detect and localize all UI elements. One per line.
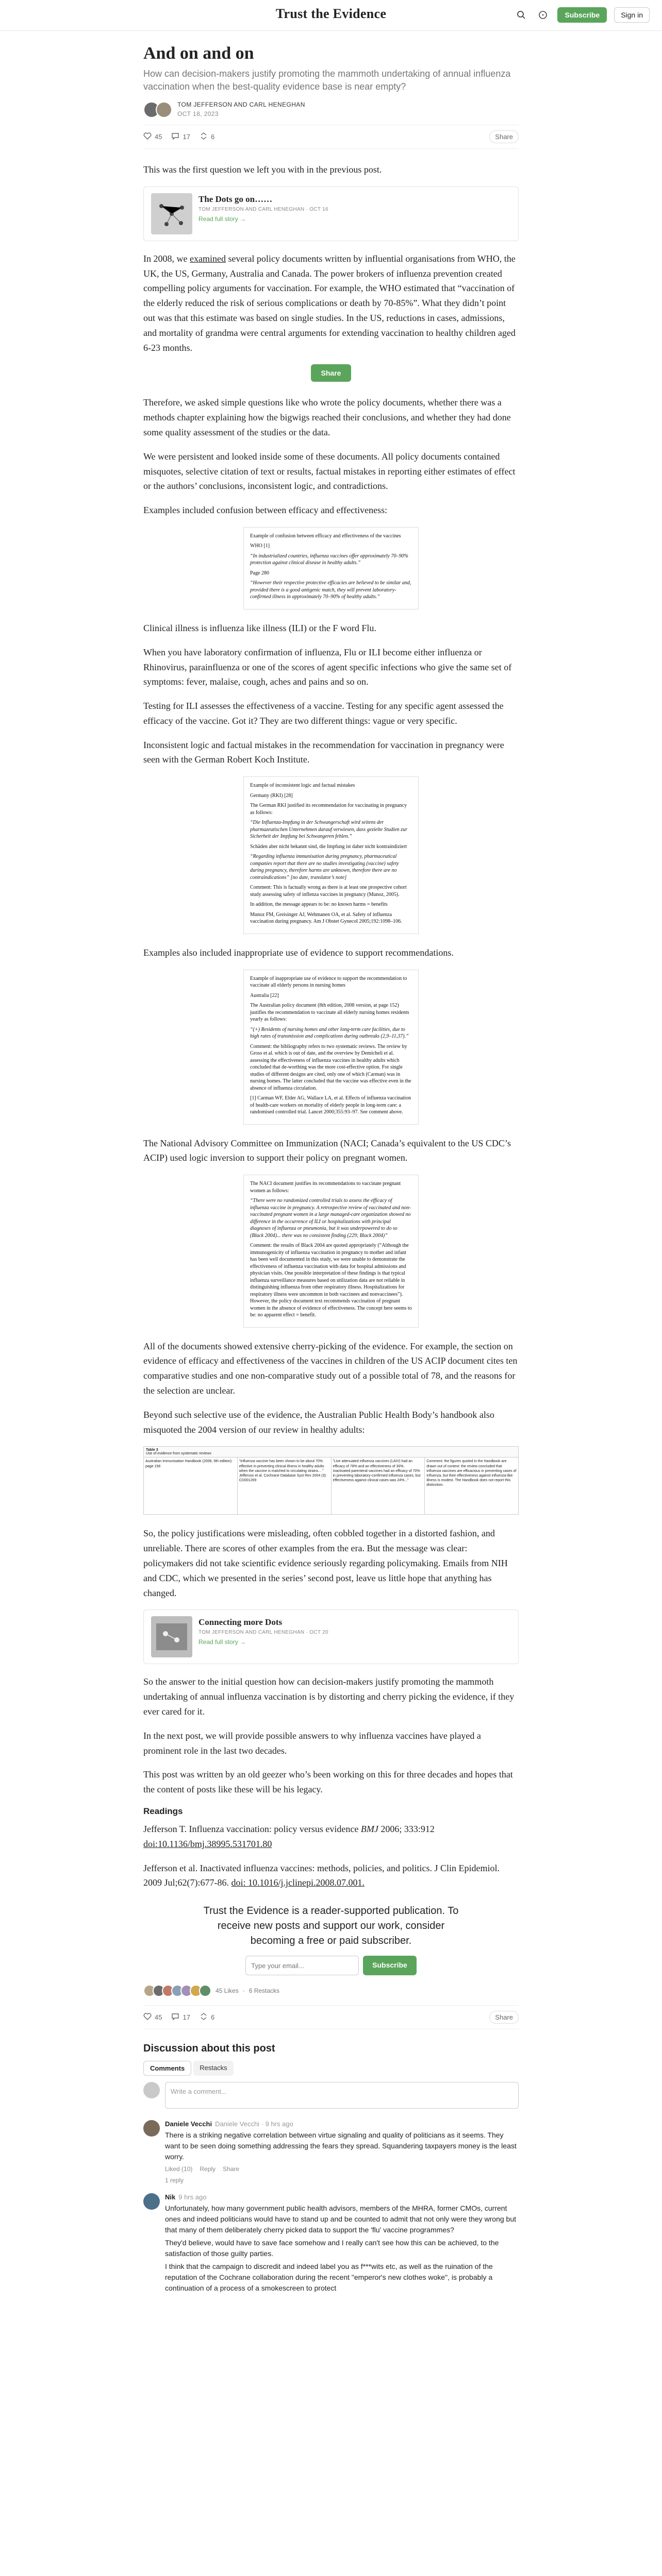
paragraph: Examples included confusion between efficacy and effectiveness:	[143, 505, 388, 516]
document-excerpt-efficacy: Example of confusion between efficacy and effectiveness of the vaccines WHO [1] “In industrialized countries, influenza vaccines offer approximately 70–90% protection against clinical disease in healthy adults.” Page 280 “However their respective protective efficacies are believed to be similar and, provided there is a good antigenic match, they will prevent laboratory-confirmed illness in approximately 70–90% of healthy adults.”	[243, 527, 419, 609]
likers-row	[143, 1985, 519, 1997]
post-date: OCT 18, 2023	[177, 110, 219, 117]
search-icon[interactable]	[514, 8, 528, 22]
share-button[interactable]: Share	[489, 130, 519, 143]
restacks-count-text[interactable]: 6 Restacks	[249, 1987, 280, 1995]
comment-body: They'd believe, would have to save face somehow and I really can't see how this can be achieved, to the satisfaction of those guilty parties.	[165, 2239, 499, 2258]
like-count: 45	[155, 132, 162, 141]
embed-meta: TOM JEFFERSON AND CARL HENEGHAN · OCT 20	[198, 1630, 328, 1636]
post-footer-action-bar	[143, 2005, 519, 2029]
paragraph: In the next post, we will provide possible answers to why influenza vaccines have played a prominent role in the last two decades.	[143, 1730, 481, 1756]
reference: Jefferson et al. Inactivated influenza vaccines: methods, policies, and politics. J Clin Epidemiol. 2009 Jul;62(7):677-86. doi: 10.1016/j.jclinepi.2008.07.001.	[143, 1862, 500, 1888]
paragraph: When you have laboratory confirmation of influenza, Flu or ILI become either influenza or Rhinovirus, parainfluenza or one of the scores of agent specific infections who give the same set of symptoms: fever, malaise, cough, aches and pains and so on.	[143, 647, 512, 687]
comment-input[interactable]: Write a comment...	[165, 2082, 519, 2109]
view-replies-link[interactable]: 1 reply	[165, 2177, 184, 2184]
readings-heading: Readings	[143, 1806, 183, 1817]
comment-count: 17	[183, 2013, 190, 2022]
comment-body: I think that the campaign to discredit and indeed label you as f***wits etc, as well as the ruination of the reputation of the Cochrane collaboration during the recent "emperor's new clothes woke", is probably a continuation of a process of a smokescreen to protect	[165, 2262, 493, 2293]
like-count: 45	[155, 2013, 162, 2022]
restack-count: 6	[210, 2013, 215, 2022]
restack-icon	[200, 2012, 208, 2022]
table-cell: “Influenza vaccine has been shown to be about 70% effective in preventing clinical illness in healthy adults when the vaccine is matched to circulating strains... ” Jefferson et al. Cochrane Database Syst Rev 2004 (3): CD001269	[238, 1458, 332, 1514]
tab-comments[interactable]: Comments	[143, 2061, 191, 2076]
tab-restacks[interactable]: Restacks	[193, 2061, 233, 2076]
read-full-story-link[interactable]: Read full story →	[198, 1638, 246, 1646]
discussion-heading: Discussion about this post	[143, 2043, 275, 2055]
menu-dots-icon[interactable]	[536, 8, 550, 22]
table-title: Table 3 Use of evidence from systematic reviews	[144, 1447, 518, 1458]
like-button[interactable]	[143, 132, 162, 142]
post-title: And on and on	[143, 44, 254, 63]
comment-body: There is a striking negative correlation between virtue signaling and quality of politicians as it seems. They want to be seen doing something addressing the fears they spread. Squandering taxpayers money is the least worry.	[165, 2131, 517, 2161]
document-excerpt-australia: Example of inappropriate use of evidence to support the recommendation to vaccinate all elderly persons in nursing homes Australia [22] The Australian policy document (8th edition, 2008 version, at page 152) justifies the recommendation to vaccinate all elderly nursing homes residents yearly as follows: “(+) Residents of nursing homes and other long-term care facilities, due to high rates of transmission and complications during outbreaks (2,9–11,37).” Comment: the bibliography refers to two systematic reviews. The review by Gross et al. which is out of date, and the overview by Demicheli et al. assessing the effectiveness of influenza vaccines in healthy adults which concluded that de-worthing was the more cost-effective option. For single studies of different designs are cited, only one of which (Carman) was in nursing homes. The latter concluded that the vaccine was effective even in the absence of influenza circulation. [1] Carman WF, Elder AG, Wallace LA, et al. Effects of influenza vaccination of health-care workers on mortality of elderly people in long-term care: a randomised controlled trial. Lancet 2000;355:93–97. See comment above.	[243, 970, 419, 1125]
comment-author[interactable]: Nik	[165, 2193, 176, 2201]
post-action-bar	[143, 125, 519, 149]
embedded-post-card[interactable]	[143, 1609, 519, 1664]
subscribe-button[interactable]: Subscribe	[557, 7, 607, 23]
document-excerpt-rki: Example of inconsistent logic and factual mistakes Germany (RKI) [28] The German RKI justified its recommendation for vaccinating in pregnancy as follows: “Die Influenza-Impfung in der Schwangerschaft wird seitens der pharmazeutischen Unternehmen darauf verwiesen, dass gezielte Studien zur Sicherheit der Impfung bei Schwangeren fehlen.” Schäden aber nicht bekannt sind, die Impfung ist daher nicht kontraindiziert “Regarding influenza immunisation during pregnancy, pharmaceutical companies report that there are no studies investigating (vaccine) safety during pregnancy, therefore harms are unknown, therefore there are no contraindications” [no date, translator’s note] Comment: This is factually wrong as there is at least one prospective cohort study assessing safety of inflenza vaccines in pregnancy (Munoz, 2005). In addition, the message appears to be: no known harms = benefits Munoz FM, Greisinger AJ, Wehmanen OA, et al. Safety of influenza vaccination during pregnancy. Am J Obstet Gynecol 2005;192:1098–106.	[243, 776, 419, 934]
comment-count: 17	[183, 132, 190, 141]
reference: Jefferson T. Influenza vaccination: policy versus evidence BMJ 2006; 333:912 doi:10.1136/bmj.38995.531701.80	[143, 1824, 435, 1849]
avatar[interactable]	[156, 101, 172, 118]
table-cell: Australian Immunisation Handbook (2008, 9th edition): page 158	[144, 1458, 238, 1514]
new-comment	[143, 2082, 519, 2109]
post-authors[interactable]: TOM JEFFERSON AND CARL HENEGHAN	[177, 101, 305, 109]
heart-icon	[143, 132, 152, 142]
embed-title[interactable]: The Dots go on……	[198, 194, 273, 204]
post-subtitle: How can decision-makers justify promoting the mammoth undertaking of annual influenza vaccination when the best-quality evidence base is near empty?	[143, 68, 511, 92]
subscribe-submit-button[interactable]: Subscribe	[363, 1956, 417, 1975]
dot-separator: ·	[242, 1987, 245, 1995]
paragraph: We were persistent and looked inside some of these documents. All policy documents contained misquotes, selective citation of text or results, factual mistakes in reporting either estimates of effect or the authors’ conclusions, inconsistent logic, and contradictions.	[143, 451, 516, 492]
embed-thumbnail	[151, 1616, 192, 1657]
avatar[interactable]	[199, 1985, 211, 1997]
table-cell: “Live attenuated influenza vaccines (LAIV) had an efficacy of 78% and an effectiveness of 30%. Inactivated parenteral vaccines had an efficacy of 70% in preventing laboratory-confirmed influenza cases, but effectiveness against clinical cases was 24%...”	[332, 1458, 425, 1514]
comment-share-button[interactable]: Share	[223, 2165, 240, 2173]
avatar	[143, 2082, 160, 2098]
post-container	[143, 43, 519, 2294]
restack-count: 6	[210, 132, 215, 141]
comment-time: 9 hrs ago	[178, 2193, 207, 2201]
subscribe-widget	[143, 1904, 519, 1975]
header-actions	[514, 7, 650, 23]
liker-avatars[interactable]	[143, 1985, 211, 1997]
comment-author[interactable]: Daniele Vecchi	[165, 2120, 212, 2128]
restack-button[interactable]	[200, 132, 214, 142]
comment-button[interactable]	[171, 2012, 190, 2022]
restack-icon	[200, 132, 208, 142]
email-input[interactable]	[245, 1956, 359, 1975]
paragraph: This post was written by an old geezer who’s been working on this for three decades and hopes that the content of posts like these will be his legacy.	[143, 1769, 513, 1795]
comment	[143, 2193, 519, 2294]
paragraph: So, the policy justifications were misleading, often cobbled together in a distorted fashion, and unreliable. There are scores of other examples from the era. But the message was clear: policymakers did not take scientific evidence seriously regarding policymaking. Emails from NIH and CDC, which we presented in the series’ second post, leave us little hope that anything has changed.	[143, 1528, 508, 1598]
doi-link[interactable]: doi: 10.1016/j.jclinepi.2008.07.001.	[231, 1877, 365, 1888]
embed-title[interactable]: Connecting more Dots	[198, 1617, 283, 1628]
paragraph: Clinical illness is influenza like illness (ILI) or the F word Flu.	[143, 622, 376, 633]
share-button[interactable]: Share	[489, 2011, 519, 2024]
byline	[143, 100, 519, 118]
evidence-table	[143, 1446, 519, 1515]
paragraph: Testing for ILI assesses the effectiveness of a vaccine. Testing for any specific agent assessed the efficacy of the vaccine. Got it? They are two different things: vague or very specific.	[143, 701, 504, 726]
comment-time: Daniele Vecchi · 9 hrs ago	[215, 2120, 293, 2128]
paragraph: In 2008, we examined several policy documents written by influential organisations from WHO, the UK, the US, Germany, Australia and Canada. The power brokers of influenza prevention created compelling policy arguments for vaccination. For example, the WHO estimated that “vaccination of the elderly reduced the risk of serious complications or death by 70-85%”. What they didn’t point out was that this estimate was based on single studies. In the US, reductions in cases, admissions, and mortality of grandma were central arguments for extending vaccination to healthy children aged 6-23 months.	[143, 253, 516, 353]
author-avatars[interactable]	[143, 101, 172, 118]
examined-link[interactable]: examined	[189, 253, 226, 264]
paragraph: Inconsistent logic and factual mistakes in the recommendation for vaccination in pregnancy were seen with the German Robert Koch Institute.	[143, 739, 504, 765]
comment-icon	[171, 132, 179, 142]
share-button-inline[interactable]: Share	[311, 364, 352, 382]
like-button[interactable]	[143, 2012, 162, 2022]
paragraph: So the answer to the initial question how can decision-makers justify promoting the mammoth undertaking of annual influenza vaccination is by distorting and cherry picking the evidence, if they ever cared for it.	[143, 1676, 515, 1717]
paragraph: Therefore, we asked simple questions like who wrote the policy documents, whether there was a methods chapter explaining how the bigwigs reached their conclusions, and whether they had done some quality assessment of the studies or the data.	[143, 397, 511, 437]
comment-reply-button[interactable]: Reply	[200, 2165, 216, 2173]
document-excerpt-naci: The NACI document justifies its recommendations to vaccinate pregnant women as follows: “There were no randomized controlled trials to assess the efficacy of influenza vaccine in pregnancy. A retrospective review of vaccinated and non-vaccinated pregnant women in a large managed-care organization showed no difference in the occurrence of ILI or hospitalizations with principal diagnoses of influenza or pneumonia, but it was underpowered to do so (Black 2004)... there was no consistent finding (229; Black 2004)” Comment: the results of Black 2004 are quoted appropriately (“Although the immunogenicity of influenza vaccination in pregnancy to mother and infant has been well documented in this study, we were unable to demonstrate the effectiveness of influenza vaccination with data for hospital admissions and physician visits. One possible interpretation of these findings is that typical influenza surveillance measures based on utilization data are not reliable in distinguishing influenza from other respiratory illness. Hospitalizations for respiratory illness were uncommon in both vaccinees and nonvaccinees”). However, the policy document text recommends vaccination of pregnant women in the absence of evidence of effectiveness. The concept here seems to be: no apparent effect = benefit.	[243, 1175, 419, 1328]
table-cell: Comment: the figures quoted in the Handbook are drawn out of context: the review concluded that influenza vaccines are efficacious in preventing cases of influenza, but their effectiveness against influenza-like illness is modest. The Handbook does not report this distinction.	[426, 1460, 517, 1487]
site-header	[0, 0, 662, 31]
embed-thumbnail	[151, 193, 192, 234]
likes-count-text[interactable]: 45 Likes	[216, 1987, 239, 1995]
comment-like-button[interactable]: Liked (10)	[165, 2165, 193, 2173]
avatar[interactable]	[143, 2120, 160, 2137]
comment-icon	[171, 2012, 179, 2022]
discussion-tabs	[143, 2061, 519, 2076]
embed-meta: TOM JEFFERSON AND CARL HENEGHAN · OCT 16	[198, 206, 328, 212]
comment-button[interactable]	[171, 132, 190, 142]
paragraph: The National Advisory Committee on Immunization (NACI; Canada’s equivalent to the US CDC’s ACIP) used logic inversion to support their policy on pregnant women.	[143, 1138, 511, 1163]
paragraph: This was the first question we left you with in the previous post.	[143, 164, 382, 175]
read-full-story-link[interactable]: Read full story →	[198, 215, 246, 223]
paragraph: Examples also included inappropriate use of evidence to support recommendations.	[143, 947, 454, 958]
restack-button[interactable]	[200, 2012, 214, 2022]
paragraph: All of the documents showed extensive cherry-picking of the evidence. For example, the section on evidence of efficacy and effectiveness of the vaccines in children of the US ACIP document cites ten comparative studies and one non-comparative study out of a possible total of 78, and the reasons for the selection are unclear.	[143, 1341, 518, 1396]
paragraph: Beyond such selective use of the evidence, the Australian Public Health Body’s handbook also misquoted the 2004 version of our review in healthy adults:	[143, 1409, 494, 1435]
comment-body: Unfortunately, how many government public health advisors, members of the MHRA, former CMOs, current ones and indeed politicians would have to stand up and be counted to admit that not only were they wrong but that many of them deliberately cherry picked data to support the 'flu' vaccine programmes?	[165, 2204, 517, 2234]
embedded-post-card[interactable]	[143, 187, 519, 241]
avatar[interactable]	[143, 2193, 160, 2210]
subscribe-text: Trust the Evidence is a reader-supported publication. To receive new posts and support our work, consider becoming a free or paid subscriber.	[203, 1905, 459, 1947]
heart-icon	[143, 2012, 152, 2022]
comment	[143, 2120, 519, 2184]
site-title[interactable]: Trust the Evidence	[275, 6, 387, 21]
sign-in-button[interactable]: Sign in	[614, 7, 650, 23]
doi-link[interactable]: doi:10.1136/bmj.38995.531701.80	[143, 1838, 272, 1849]
